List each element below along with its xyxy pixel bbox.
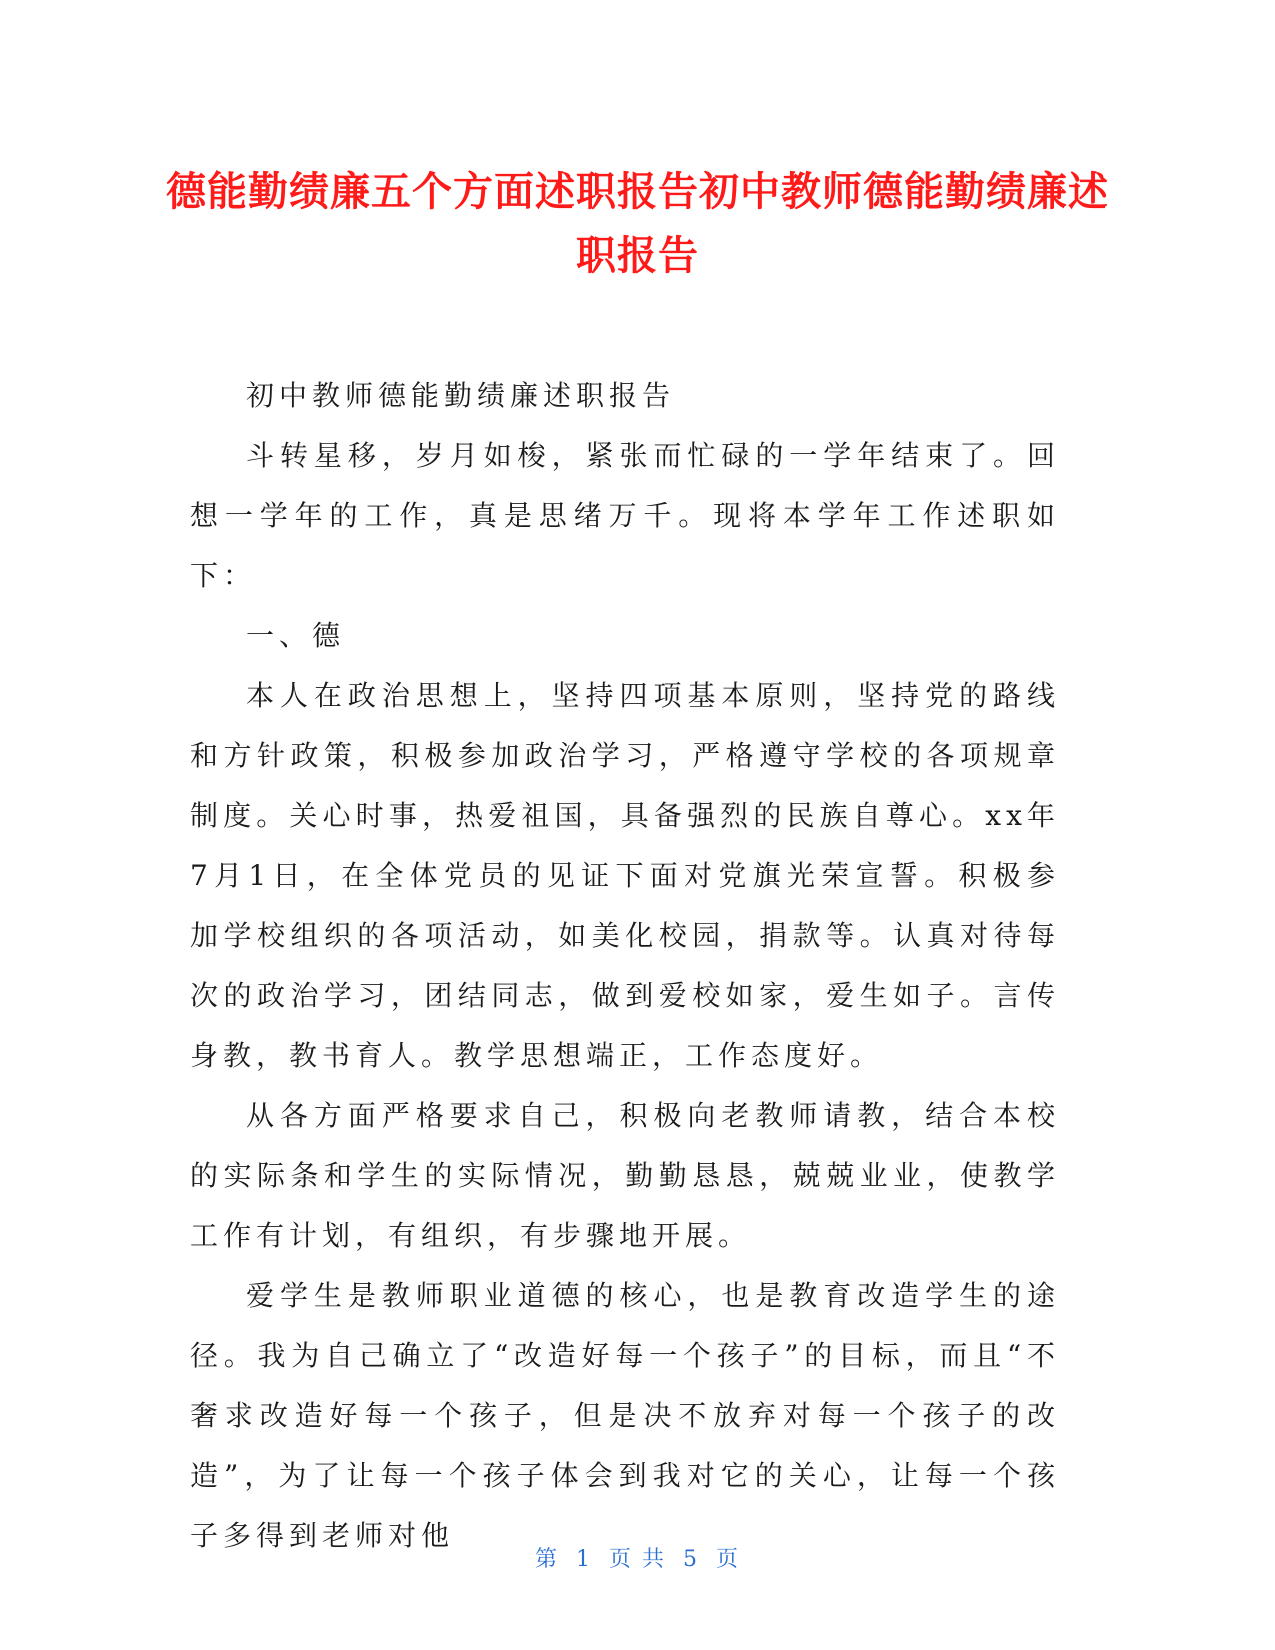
footer-middle: 页 共 bbox=[609, 1547, 666, 1572]
footer-prefix: 第 bbox=[534, 1547, 559, 1572]
footer-total-pages: 5 bbox=[683, 1547, 699, 1572]
document-title: 德能勤绩廉五个方面述职报告初中教师德能勤绩廉述职报告 bbox=[166, 169, 1109, 279]
paragraph-love-students: 爱学生是教师职业道德的核心，也是教育改造学生的途径。我为自己确立了“改造好每一个孩子”的目标，而且“不奢求改造好每一个孩子，但是决不放弃对每一个孩子的改造”，为了让每一个孩子体会到我对它的关心，让每一个孩子多得到老师对他 bbox=[190, 1279, 1060, 1552]
footer-suffix: 页 bbox=[716, 1547, 741, 1572]
page-footer bbox=[0, 1542, 1275, 1573]
section-heading-de: 一、德 bbox=[246, 619, 346, 652]
paragraph-intro: 斗转星移，岁月如梭，紧张而忙碌的一学年结束了。回想一学年的工作，真是思绪万千。现将本学年工作述职如下： bbox=[190, 439, 1060, 592]
paragraph-subtitle: 初中教师德能勤绩廉述职报告 bbox=[246, 379, 676, 412]
footer-current-page: 1 bbox=[576, 1547, 592, 1572]
paragraph-requirements: 从各方面严格要求自己，积极向老教师请教，结合本校的实际条和学生的实际情况，勤勤恳恳，兢兢业业，使教学工作有计划，有组织，有步骤地开展。 bbox=[190, 1099, 1060, 1252]
paragraph-politics: 本人在政治思想上，坚持四项基本原则，坚持党的路线和方针政策，积极参加政治学习，严格遵守学校的各项规章制度。关心时事，热爱祖国，具备强烈的民族自尊心。xx年7月1日，在全体党员的见证下面对党旗光荣宣誓。积极参加学校组织的各项活动，如美化校园，捐款等。认真对待每次的政治学习，团结同志，做到爱校如家，爱生如子。言传身教，教书育人。教学思想端正，工作态度好。 bbox=[190, 679, 1060, 1072]
document-body bbox=[190, 366, 1060, 1566]
